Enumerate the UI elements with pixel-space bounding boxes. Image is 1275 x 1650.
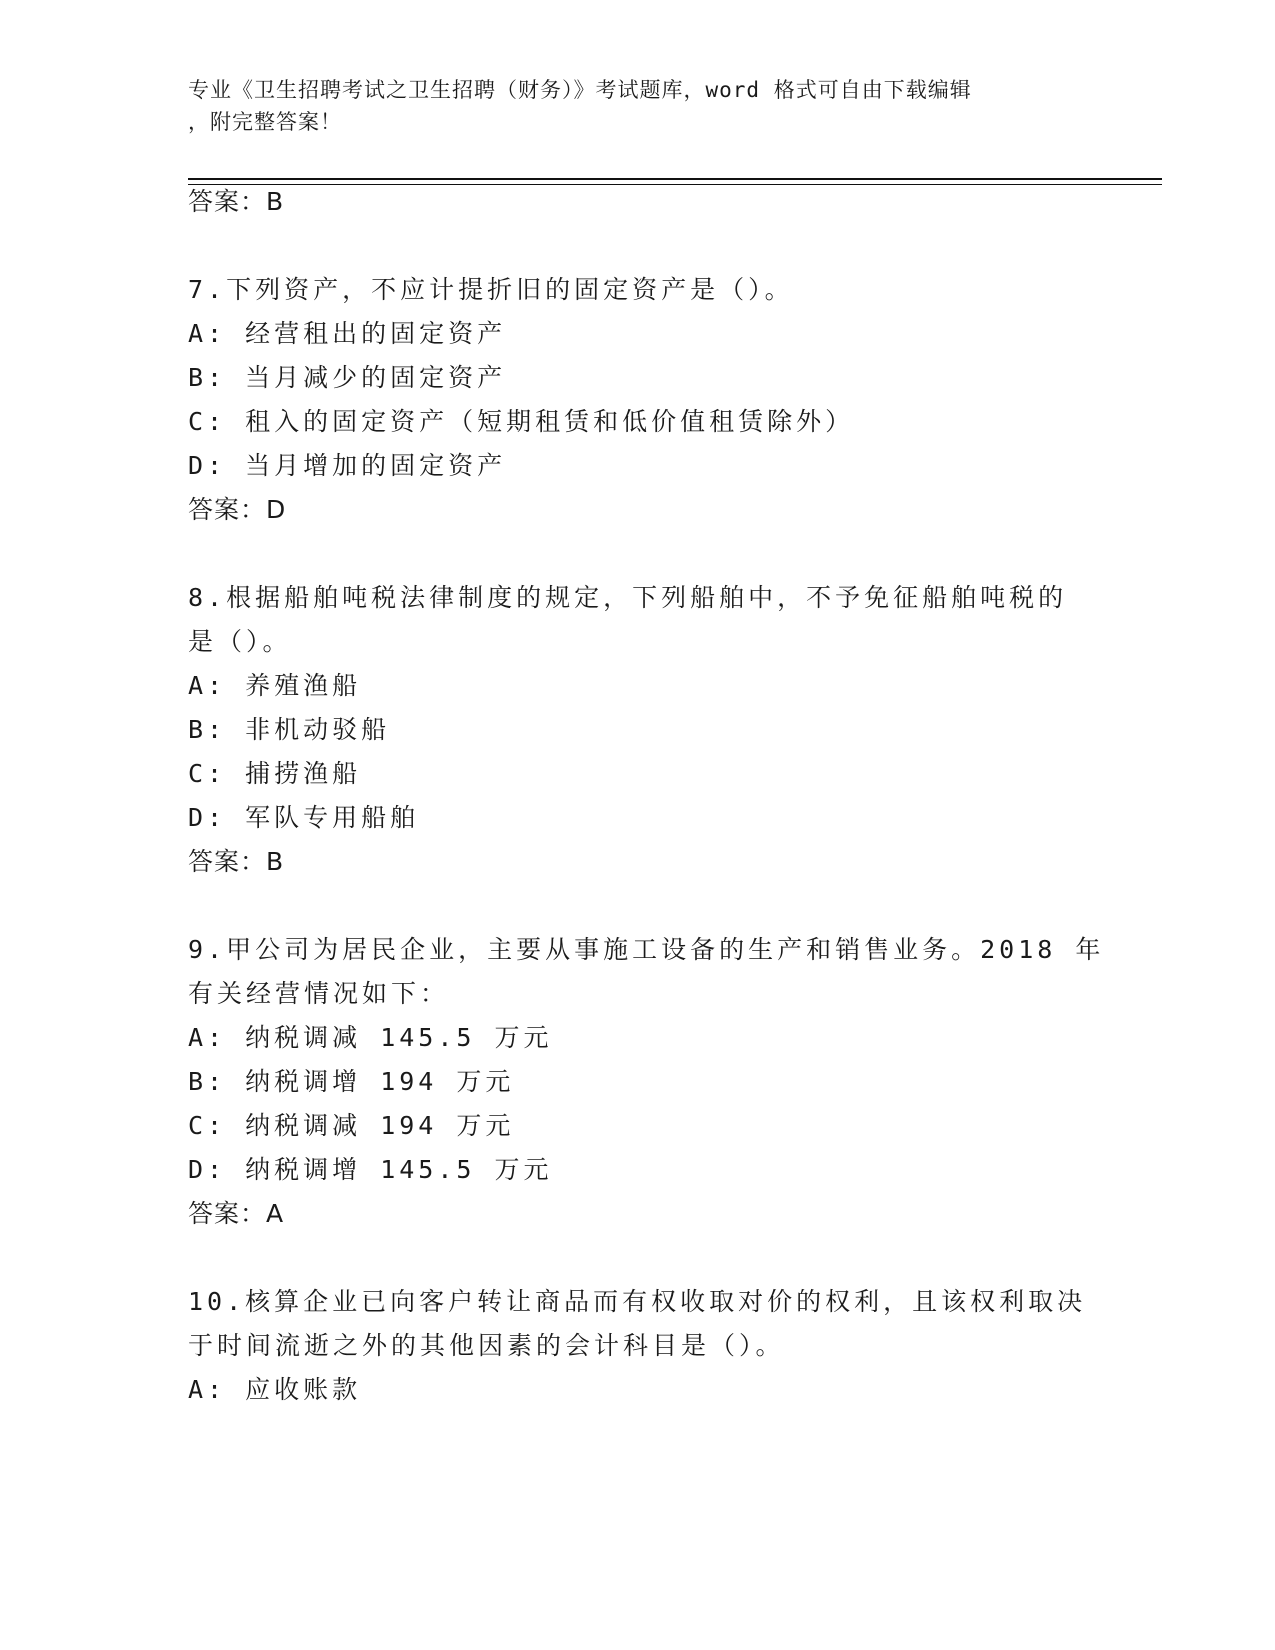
question-option: C: 纳税调减 194 万元 xyxy=(188,1111,515,1140)
question-option: B: 当月减少的固定资产 xyxy=(188,363,507,392)
question-stem: 7.下列资产，不应计提折旧的固定资产是（）。 xyxy=(188,275,794,304)
answer-line: 答案：D xyxy=(188,495,287,524)
header-divider-thick xyxy=(188,178,1162,180)
question-option: A: 经营租出的固定资产 xyxy=(188,319,507,348)
header-line-2: ，附完整答案！ xyxy=(188,110,342,134)
answer-line: 答案：A xyxy=(188,1199,285,1228)
document-header xyxy=(188,74,1088,138)
answer-line: 答案：B xyxy=(188,847,285,876)
question-stem: 9.甲公司为居民企业，主要从事施工设备的生产和销售业务。2018 年 xyxy=(188,935,1105,964)
question-option: D: 纳税调增 145.5 万元 xyxy=(188,1155,553,1184)
question-stem: 8.根据船舶吨税法律制度的规定，下列船舶中，不予免征船舶吨税的 xyxy=(188,583,1068,612)
question-stem: 10.核算企业已向客户转让商品而有权收取对价的权利，且该权利取决 xyxy=(188,1287,1087,1316)
question-stem-continued: 有关经营情况如下： xyxy=(188,979,450,1008)
question-option: C: 捕捞渔船 xyxy=(188,759,362,788)
question-option: C: 租入的固定资产（短期租赁和低价值租赁除外） xyxy=(188,407,855,436)
header-divider-thin xyxy=(188,184,1162,185)
question-stem-continued: 于时间流逝之外的其他因素的会计科目是（）。 xyxy=(188,1331,785,1360)
answer-line: 答案：B xyxy=(188,187,285,216)
question-option: D: 军队专用船舶 xyxy=(188,803,420,832)
question-option: D: 当月增加的固定资产 xyxy=(188,451,507,480)
question-option: B: 非机动驳船 xyxy=(188,715,391,744)
header-line-1: 专业《卫生招聘考试之卫生招聘（财务）》考试题库，word 格式可自由下载编辑 xyxy=(188,78,972,102)
question-option: A: 应收账款 xyxy=(188,1375,362,1404)
question-stem-continued: 是（）。 xyxy=(188,627,292,656)
question-option: A: 纳税调减 145.5 万元 xyxy=(188,1023,553,1052)
question-option: A: 养殖渔船 xyxy=(188,671,362,700)
question-option: B: 纳税调增 194 万元 xyxy=(188,1067,515,1096)
